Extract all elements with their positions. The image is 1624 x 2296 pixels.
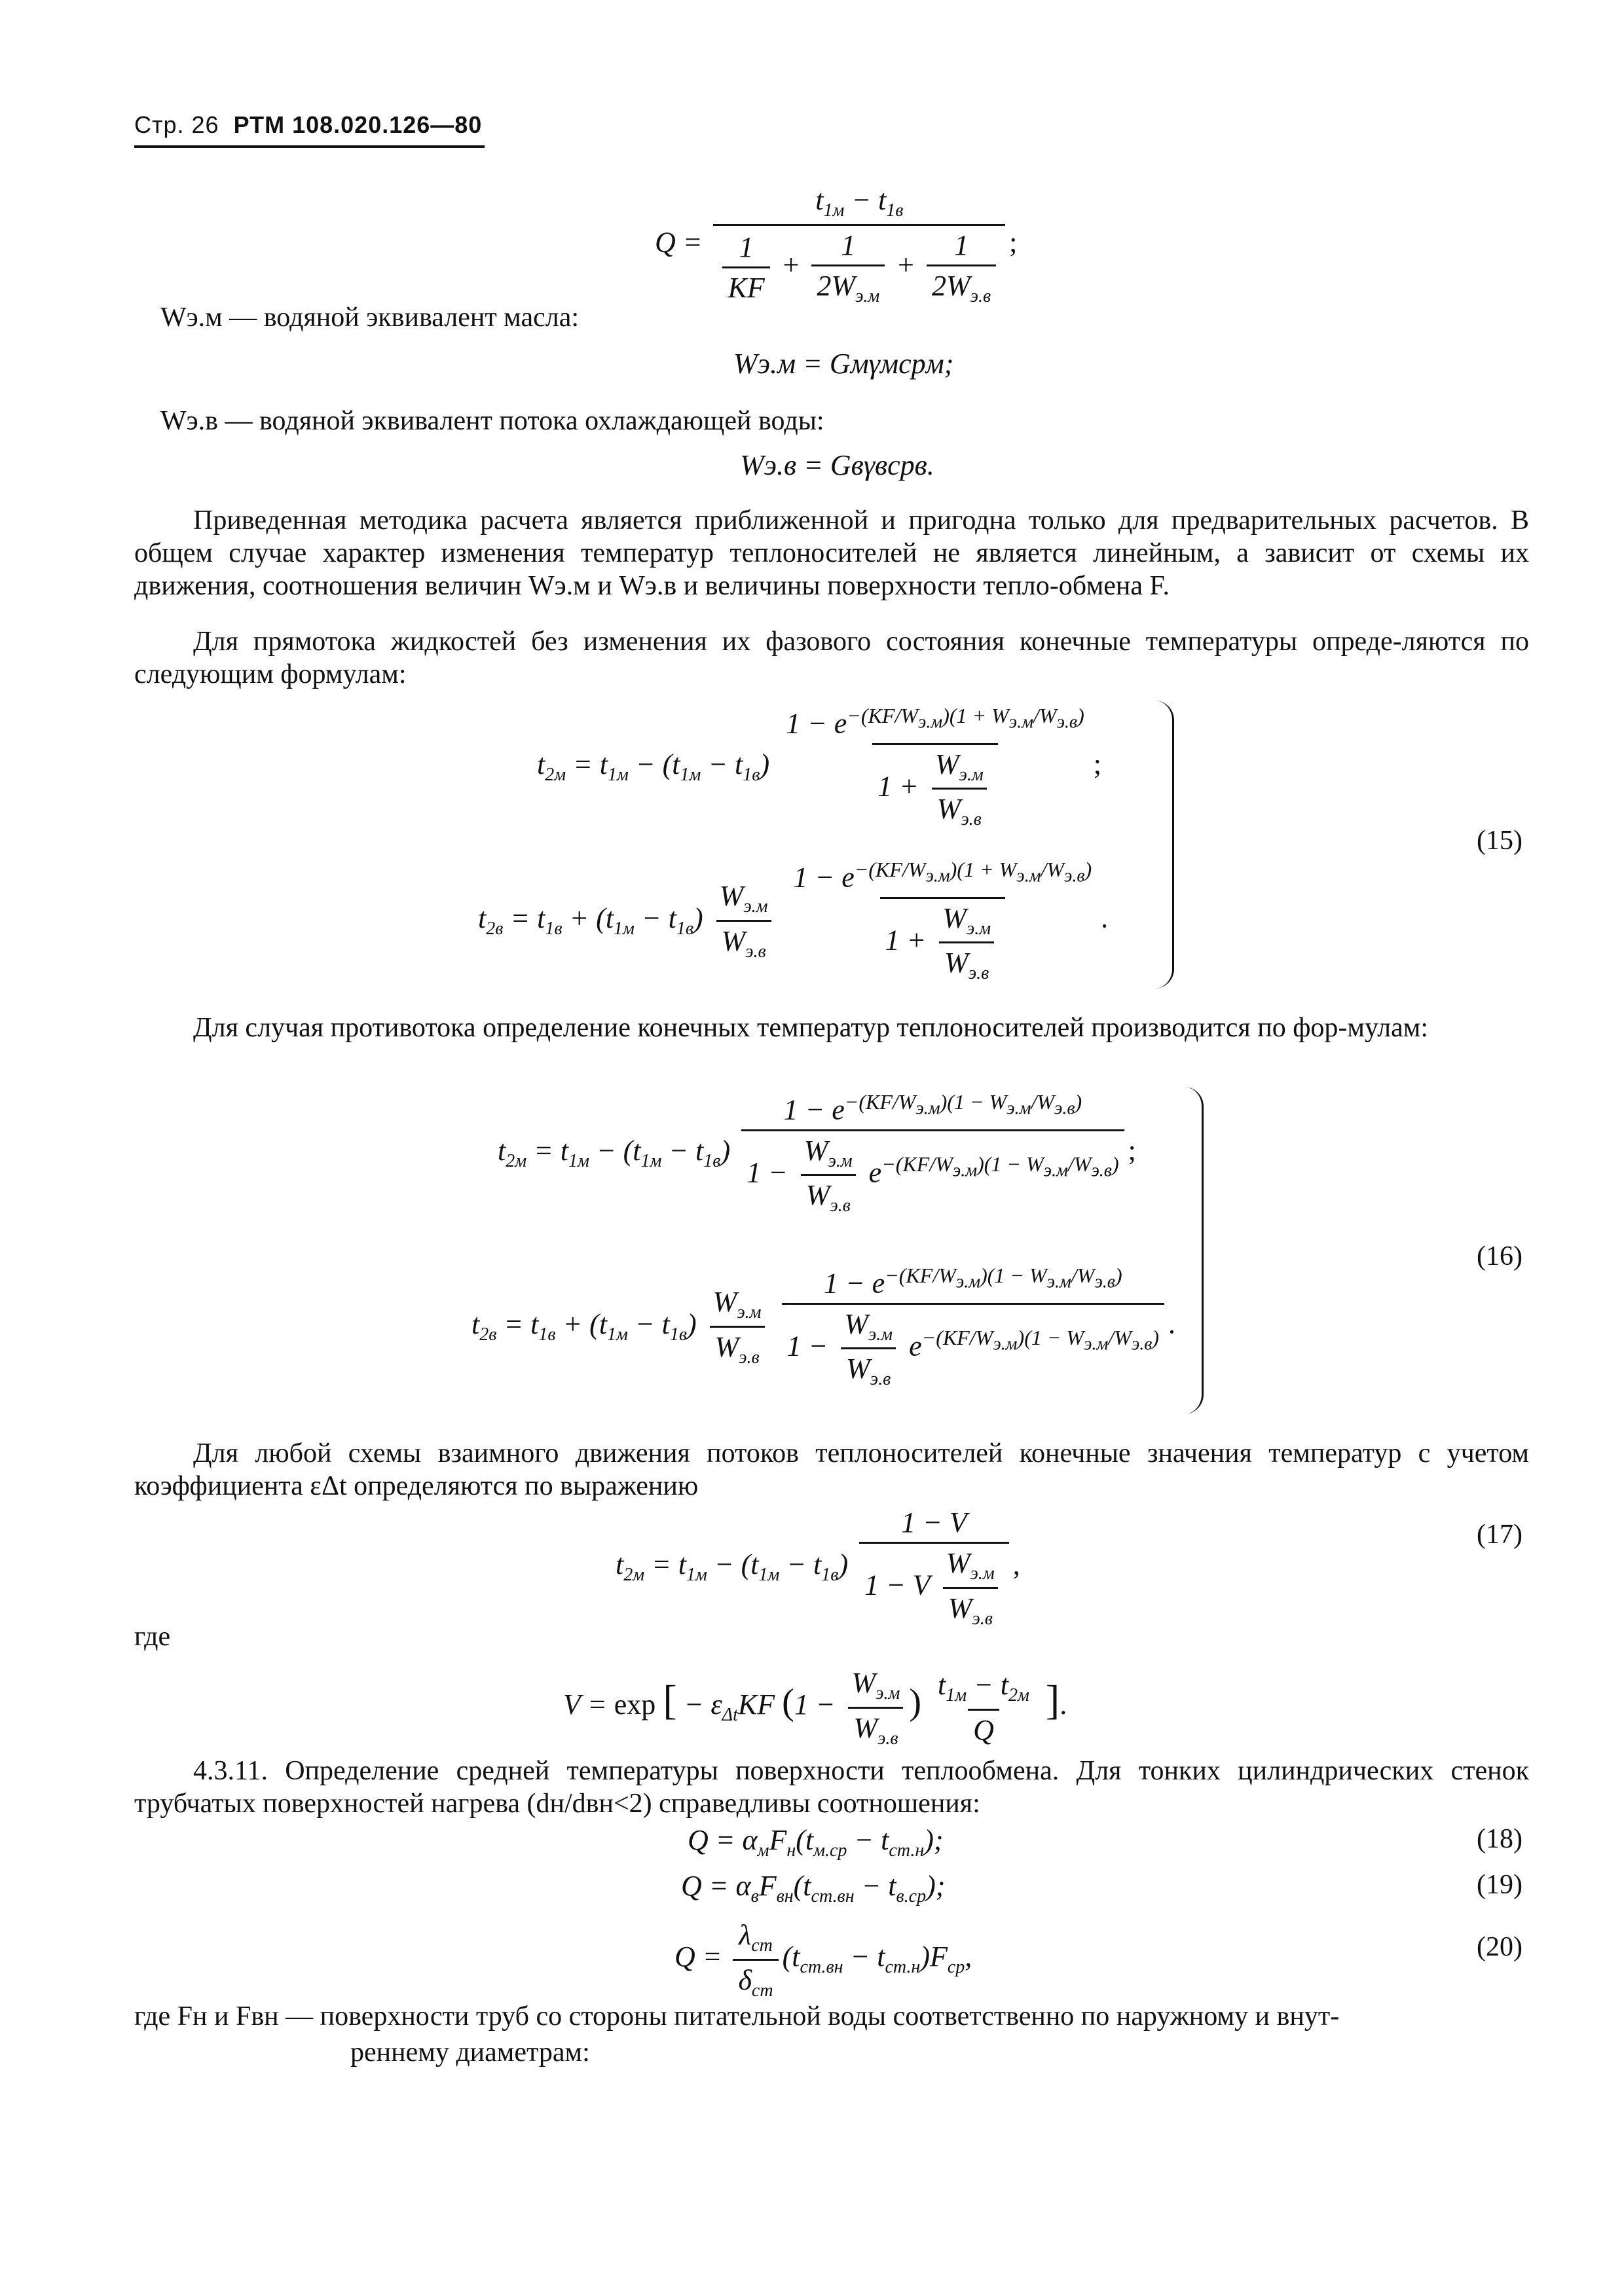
formula-20: Q = $\frac{\lambda_{ст}}{\delta_{ст}}$ $(t_{ст.вн} - t_{ст.н})F_{ср}$, [674, 1919, 972, 2001]
formula-w-ev: Wэ.в = Gвγвcpв. [740, 449, 934, 481]
page-number: Стр. 26 [134, 111, 219, 138]
formula-16b: $t_{2в} = t_{1в} + (t_{1м} - t_{1в})$ $\frac{W_{э.м}}{W_{э.в}}$ $1 - e^{-(KF/W_{э.м})(1 - W_{э.м}/W_{э.в})}$ 1 − $\frac{W_{э.м}}{W_{э.в}}$ $e^{-(KF/W_{э.м})(1 - W_{э.м}/W_{э.в})}$ . [471, 1264, 1176, 1390]
paragraph-parallel-flow: Для прямотока жидкостей без изменения их фазового состояния конечные температуры опреде-ляются по следующим формулам: [134, 627, 1529, 689]
equation-number-17: (17) [1477, 1520, 1522, 1550]
paragraph-any-scheme: Для любой схемы взаимного движения потоков теплоносителей конечные значения температур с учетом коэффициента εΔt определяются по выражению [134, 1438, 1529, 1501]
header-underline [134, 145, 485, 148]
formula-q-main: Q = $t_{1м} - t_{1в}$ $\frac{1}{KF}$ + $\frac{1}{2W_{э.м}}$ + $\frac{1}{2W_{э.в}}$ ; [655, 184, 1018, 306]
text-w-ev: Wэ.в — водяной эквивалент потока охлаждающей воды: [160, 406, 824, 436]
equation-number-15: (15) [1477, 826, 1522, 856]
formula-15b: $t_{2в} = t_{1в} + (t_{1м} - t_{1в})$ $\frac{W_{э.м}}{W_{э.в}}$ $1 - e^{-(KF/W_{э.м})(1 + W_{э.м}/W_{э.в})}$ 1 + $\frac{W_{э.м}}{W_{э.в}}$ . [478, 858, 1109, 984]
equation-number-18: (18) [1477, 1824, 1522, 1854]
formula-15a: $t_{2м} = t_{1м} - (t_{1м} - t_{1в})$ $1 - e^{-(KF/W_{э.м})(1 + W_{э.м}/W_{э.в})}$ 1 + $\frac{W_{э.м}}{W_{э.в}}$ ; [537, 704, 1101, 830]
page-header [134, 111, 482, 139]
brace-16 [1182, 1087, 1204, 1414]
document-code: РТМ 108.020.126—80 [233, 111, 483, 138]
paragraph-4-3-11: 4.3.11. Определение средней температуры поверхности теплообмена. Для тонких цилиндрических стенок трубчатых поверхностей нагрева (dн/dвн<2) справедливы соотношения: [134, 1756, 1529, 1819]
equation-number-19: (19) [1477, 1870, 1522, 1900]
formula-18: $Q = \alpha_мF_н(t_{м.ср} - t_{ст.н})$; [688, 1824, 944, 1861]
text-where: где [134, 1622, 171, 1652]
formula-19: $Q = \alpha_вF_{вн}(t_{ст.вн} - t_{в.ср})$; [681, 1870, 946, 1906]
text-w-em: Wэ.м — водяной эквивалент масла: [160, 302, 580, 333]
formula-17: $t_{2м} = t_{1м} - (t_{1м} - t_{1в})$ 1 − V 1 − V $\frac{W_{э.м}}{W_{э.в}}$ , [616, 1506, 1020, 1629]
paragraph-counter-flow: Для случая противотока определение конечных температур теплоносителей производится по фор-мулам: [193, 1013, 1429, 1043]
text-surfaces-line2: реннему диаметрам: [350, 2037, 590, 2068]
equation-number-20: (20) [1477, 1932, 1522, 1962]
text-surfaces-line1: где Fн и Fвн — поверхности труб со стороны питательной воды соответственно по наружному и внут- [134, 2001, 1340, 2032]
formula-v-definition: V = exp [ − $\varepsilon_{\Delta t}KF$ (1 − $\frac{W_{э.м}}{W_{э.в}}$ ) $\frac{t_{1м} - t_{2м}}{Q}$ ]. [563, 1667, 1067, 1749]
formula-16a: $t_{2м} = t_{1м} - (t_{1м} - t_{1в})$ $1 - e^{-(KF/W_{э.м})(1 - W_{э.м}/W_{э.в})}$ 1 − $\frac{W_{э.м}}{W_{э.в}}$ $e^{-(KF/W_{э.м})(1 - W_{э.м}/W_{э.в})}$ ; [498, 1090, 1136, 1216]
formula-w-em: Wэ.м = Gмγмcpм; [733, 348, 954, 380]
equation-number-16: (16) [1477, 1241, 1522, 1271]
paragraph-method-note: Приведенная методика расчета является приближенной и пригодна только для предварительных расчетов. В общем случае характер изменения температур теплоносителей не является линейным, а зависит от схемы их движения, соотношения величин Wэ.м и Wэ.в и величины поверхности тепло-обмена F. [134, 505, 1529, 601]
brace-15 [1153, 701, 1174, 989]
